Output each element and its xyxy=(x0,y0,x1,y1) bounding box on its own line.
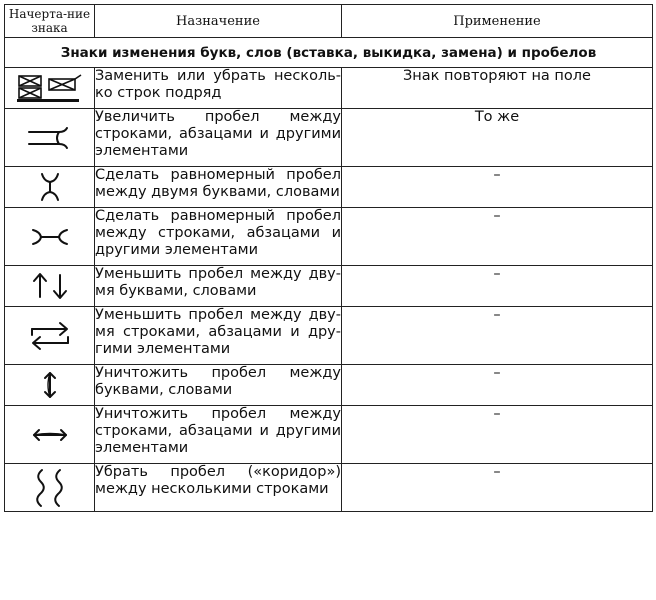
usage-cell: – xyxy=(342,266,653,307)
table-row xyxy=(5,109,653,167)
header-usage: Применение xyxy=(342,5,653,38)
usage-cell: – xyxy=(342,365,653,406)
table-row xyxy=(5,68,653,109)
table-row xyxy=(5,406,653,464)
purpose-cell: Заменить или убрать несколь-ко строк подряд xyxy=(95,68,342,109)
usage-cell: – xyxy=(342,406,653,464)
increase-line-space-icon xyxy=(25,126,75,150)
table-row xyxy=(5,365,653,406)
section-row xyxy=(5,38,653,68)
purpose-cell: Убрать пробел («коридор») между несколькими строками xyxy=(95,464,342,512)
header-symbol: Начерта-ние знака xyxy=(5,5,95,38)
even-line-space-icon xyxy=(30,225,70,249)
purpose-cell: Сделать равномерный пробел между строками, абзацами и другими элементами xyxy=(95,208,342,266)
usage-cell: Знак повторяют на поле xyxy=(342,68,653,109)
purpose-cell: Уменьшить пробел между дву-мя строками, абзацами и дру-гими элементами xyxy=(95,307,342,365)
table-row xyxy=(5,167,653,208)
horizontal-double-arrow-icon xyxy=(30,425,70,445)
purpose-cell: Уничтожить пробел между строками, абзацами и другими элементами xyxy=(95,406,342,464)
table-row xyxy=(5,464,653,512)
table-row xyxy=(5,266,653,307)
usage-cell: – xyxy=(342,464,653,512)
table-row xyxy=(5,307,653,365)
purpose-cell: Увеличить пробел между строками, абзацами и другими элементами xyxy=(95,109,342,167)
section-title: Знаки изменения букв, слов (вставка, выкидка, замена) и пробелов xyxy=(5,38,653,68)
usage-cell: – xyxy=(342,167,653,208)
purpose-cell: Сделать равномерный пробел между двумя буквами, словами xyxy=(95,167,342,208)
proofreading-marks-table xyxy=(4,4,653,512)
header-row xyxy=(5,5,653,38)
purpose-cell: Уничтожить пробел между буквами, словами xyxy=(95,365,342,406)
even-letter-space-icon xyxy=(38,171,62,203)
purpose-cell: Уменьшить пробел между дву-мя буквами, словами xyxy=(95,266,342,307)
table-row xyxy=(5,208,653,266)
usage-cell: То же xyxy=(342,109,653,167)
up-down-arrows-icon xyxy=(30,271,70,301)
header-purpose: Назначение xyxy=(95,5,342,38)
crossed-boxes-icon xyxy=(15,73,85,103)
usage-cell: – xyxy=(342,307,653,365)
swap-arrows-icon xyxy=(28,320,72,352)
vertical-double-arrow-icon xyxy=(40,370,60,400)
usage-cell: – xyxy=(342,208,653,266)
corridor-waves-icon xyxy=(28,468,72,508)
